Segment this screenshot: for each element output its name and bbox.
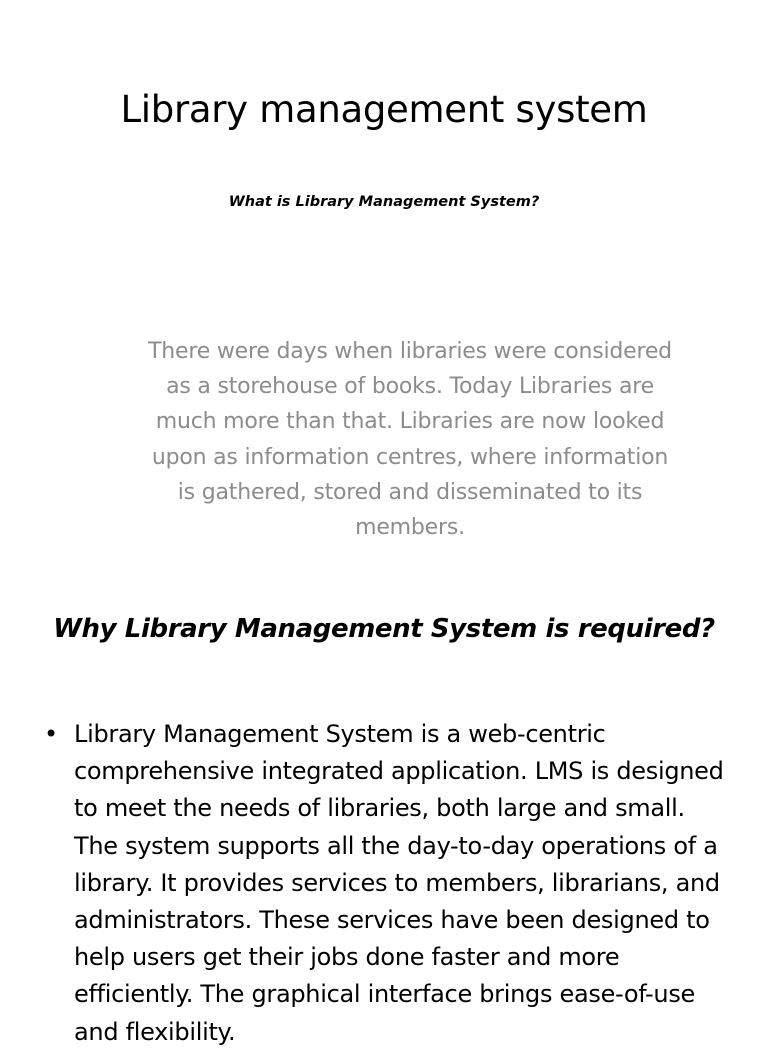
slide-subtitle: What is Library Management System? — [228, 194, 540, 210]
bullet-item — [0, 716, 768, 1051]
intro-paragraph: There were days when libraries were considered as a storehouse of books. Today Libraries are much more than that. Libraries are now looked upon as information centres, where information is gathered, stored and disseminated to its members. — [148, 339, 672, 541]
slide-title: Library management system — [120, 88, 648, 131]
bullet-list — [0, 716, 768, 1051]
bullet-marker: • — [44, 720, 58, 748]
bullet-text: Library Management System is a web-centric comprehensive integrated application. LMS is designed to meet the needs of libraries, both large and small. The system supports all the day-to-day operations of a library. It provides services to members, librarians, and administrators. These services have been designed to help users get their jobs done faster and more efficiently. The graphical interface brings ease-of-use and flexibility. — [74, 720, 724, 1046]
section-heading: Why Library Management System is required? — [53, 614, 715, 644]
